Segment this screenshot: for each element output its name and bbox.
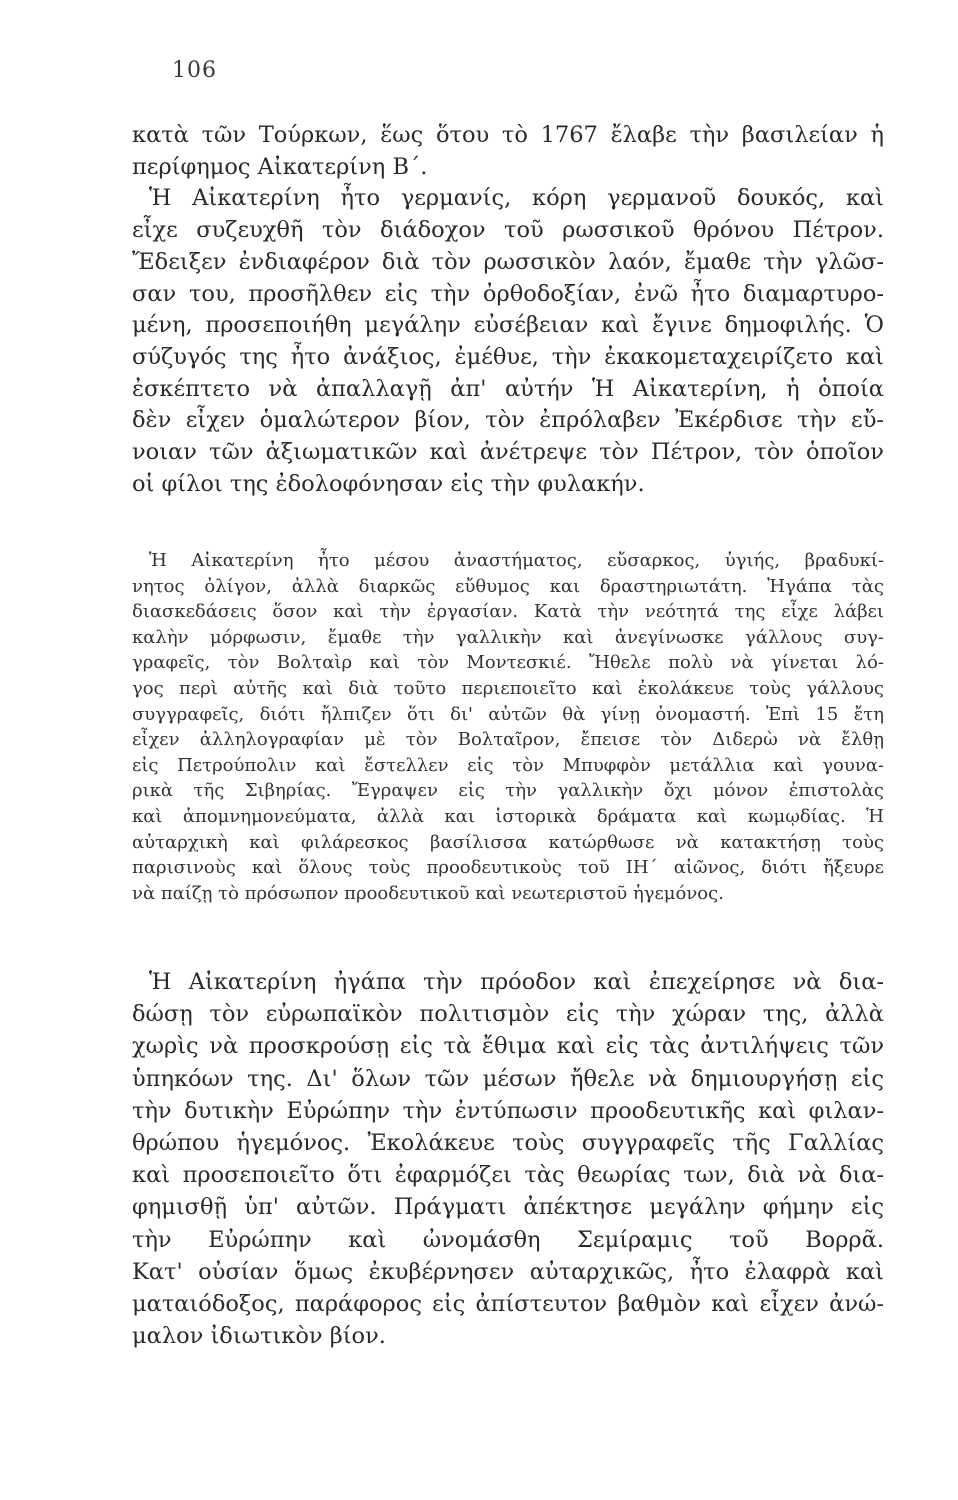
text-line: Ἔδειξεν ἐνδιαφέρον διὰ τὸν ρωσσικὸν λαόν, ἔμαθε τὴν γλῶσ-	[132, 248, 884, 275]
text-line: σύζυγός της ἦτο ἀνάξιος, ἐμέθυε, τὴν ἐκακομεταχειρίζετο καὶ	[132, 343, 884, 370]
text-line: Κατ' οὐσίαν ὅμως ἐκυβέρνησεν αὐταρχικῶς, ἦτο ἐλαφρὰ καὶ	[132, 1258, 884, 1285]
text-line: οἱ φίλοι της ἐδολοφόνησαν εἰς τὴν φυλακήν.	[132, 470, 645, 497]
text-line: εἶχε συζευχθῆ τὸν διάδοχον τοῦ ρωσσικοῦ θρόνου Πέτρον.	[132, 217, 884, 244]
page-number: 106	[172, 58, 217, 83]
text-line: Ἡ Αἰκατερίνη ἦτο γερμανίς, κόρη γερμανοῦ δουκός, καὶ	[149, 185, 884, 212]
text-line: συγγραφεῖς, διότι ἤλπιζεν ὅτι δι' αὐτῶν θὰ γίνῃ ὀνομαστή. Ἐπὶ 15 ἔτη	[132, 703, 884, 725]
text-line: τὴν Εὐρώπην καὶ ὠνομάσθη Σεμίραμις τοῦ Βορρᾶ.	[132, 1226, 884, 1253]
text-line: κατὰ τῶν Τούρκων, ἕως ὅτου τὸ 1767 ἔλαβε τὴν βασιλείαν ἡ	[132, 122, 884, 148]
text-line: μαλον ἰδιωτικὸν βίον.	[132, 1323, 386, 1350]
text-line: τὴν δυτικὴν Εὐρώπην τὴν ἐντύπωσιν προοδευτικῆς καὶ φιλαν-	[132, 1097, 884, 1124]
text-line: θρώπου ἡγεμόνος. Ἐκολάκευε τοὺς συγγραφεῖς τῆς Γαλλίας	[132, 1130, 884, 1157]
paragraph-catherine-progress	[132, 966, 884, 1352]
text-line: ὑπηκόων της. Δι' ὅλων τῶν μέσων ἤθελε νὰ δημιουργήσῃ εἰς	[132, 1065, 884, 1092]
paragraph-catherine-accession	[132, 120, 884, 500]
text-line: Ἡ Αἰκατερίνη ἦτο μέσου ἀναστήματος, εὔσαρκος, ὑγιής, βραδυκί-	[149, 550, 884, 571]
text-line: φημισθῇ ὑπ' αὐτῶν. Πράγματι ἀπέκτησε μεγάλην φήμην εἰς	[132, 1194, 884, 1221]
text-line: σαν του, προσῆλθεν εἰς τὴν ὀρθοδοξίαν, ἐνῶ ἦτο διαμαρτυρο-	[132, 280, 884, 307]
paragraph-catherine-character	[132, 548, 884, 906]
text-line: διασκεδάσεις ὅσον καὶ τὴν ἐργασίαν. Κατὰ τὴν νεότητά της εἶχε λάβει	[132, 601, 884, 623]
text-line: ρικὰ τῆς Σιβηρίας. Ἔγραψεν εἰς τὴν γαλλικὴν ὄχι μόνον ἐπιστολὰς	[132, 780, 884, 802]
text-line: δώσῃ τὸν εὐρωπαϊκὸν πολιτισμὸν εἰς τὴν χώραν της, ἀλλὰ	[132, 1001, 884, 1028]
text-line: Ἡ Αἰκατερίνη ἠγάπα τὴν πρόοδον καὶ ἐπεχείρησε νὰ δια-	[149, 969, 884, 995]
text-line: γος περὶ αὐτῆς καὶ διὰ τοῦτο περιεποιεῖτο καὶ ἐκολάκευε τοὺς γάλλους	[132, 677, 884, 699]
text-line: γραφεῖς, τὸν Βολταὶρ καὶ τὸν Μοντεσκιέ. Ἤθελε πολὺ νὰ γίνεται λό-	[132, 652, 884, 674]
text-line: καλὴν μόρφωσιν, ἔμαθε τὴν γαλλικὴν καὶ ἀνεγίνωσκε γάλλους συγ-	[132, 626, 884, 648]
text-line: ἐσκέπτετο νὰ ἀπαλλαγῇ ἀπ' αὐτήν Ἡ Αἰκατερίνη, ἡ ὁποία	[132, 375, 884, 402]
text-line: καὶ ἀπομνημονεύματα, ἀλλὰ και ἱστορικὰ δράματα καὶ κωμῳδίας. Ἡ	[132, 805, 884, 827]
text-line: δὲν εἶχεν ὁμαλώτερον βίον, τὸν ἐπρόλαβεν Ἐκέρδισε τὴν εὔ-	[132, 407, 884, 434]
text-line: νητος ὀλίγον, ἀλλὰ διαρκῶς εὔθυμος και δραστηριωτάτη. Ἠγάπα τὰς	[132, 575, 884, 597]
text-line: χωρὶς νὰ προσκρούσῃ εἰς τὰ ἔθιμα καὶ εἰς τὰς ἀντιλήψεις τῶν	[132, 1033, 884, 1060]
text-line: αὐταρχικὴ καὶ φιλάρεσκος βασίλισσα κατώρθωσε νὰ κατακτήσῃ τοὺς	[132, 831, 884, 853]
text-line: νὰ παίζῃ τὸ πρόσωπον προοδευτικοῦ καὶ νεωτεριστοῦ ἡγεμόνος.	[132, 882, 724, 904]
text-line: καὶ προσεποιεῖτο ὅτι ἐφαρμόζει τὰς θεωρίας των, διὰ νὰ δια-	[132, 1162, 884, 1189]
text-line: εἰς Πετρούπολιν καὶ ἔστελλεν εἰς τὸν Μπυφφὸν μετάλλια καὶ γουνα-	[132, 754, 884, 776]
text-line: νοιαν τῶν ἀξιωματικῶν καὶ ἀνέτρεψε τὸν Πέτρον, τὸν ὁποῖον	[132, 439, 884, 466]
text-line: ματαιόδοξος, παράφορος εἰς ἀπίστευτον βαθμὸν καὶ εἶχεν ἀνώ-	[132, 1291, 884, 1318]
text-line: παρισινοὺς καὶ ὅλους τοὺς προοδευτικοὺς τοῦ ΙΗ΄ αἰῶνος, διότι ἤξευρε	[132, 857, 884, 879]
text-line: περίφημος Αἰκατερίνη Β΄.	[132, 153, 428, 180]
text-line: εἶχεν ἀλληλογραφίαν μὲ τὸν Βολταῖρον, ἔπεισε τὸν Διδερὼ νὰ ἔλθῃ	[132, 729, 884, 751]
text-line: μένη, προσεποιήθη μεγάλην εὐσέβειαν καὶ ἔγινε δημοφιλής. Ὁ	[132, 312, 884, 339]
